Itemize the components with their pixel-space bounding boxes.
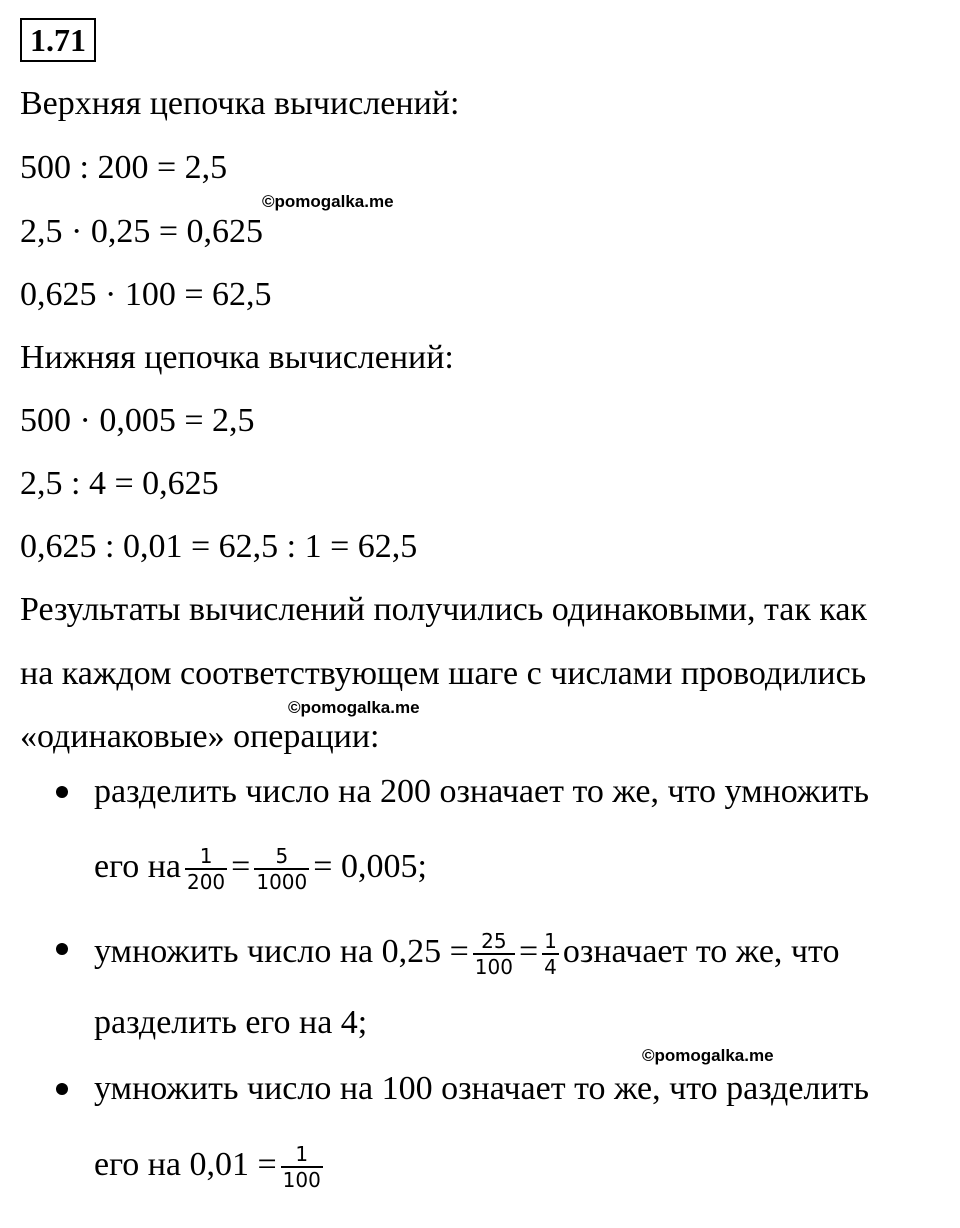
upper-chain-heading: Верхняя цепочка вычислений: [20, 85, 460, 122]
fraction-25-100 [473, 929, 515, 979]
fraction-numerator: 1 [185, 844, 227, 870]
fraction-1-200 [185, 844, 227, 894]
fraction-numerator: 1 [281, 1142, 323, 1168]
bullet-1-suffix: = 0,005; [313, 847, 427, 885]
conclusion-line-1: Результаты вычислений получились одинаковыми, так как [20, 591, 867, 628]
upper-step-3: 0,625 · 100 = 62,5 [20, 276, 272, 313]
upper-step-1: 500 : 200 = 2,5 [20, 149, 228, 186]
equals-sign: = [518, 932, 539, 970]
fraction-denominator: 1000 [256, 870, 308, 894]
fraction-1-100 [281, 1142, 323, 1192]
bullet-2-suffix: означает то же, что [562, 932, 840, 970]
bullet-2-line-1 [94, 929, 839, 979]
fraction-denominator: 200 [186, 870, 226, 894]
bullet-3-line-1: умножить число на 100 означает то же, что разделить [94, 1070, 869, 1107]
bullet-dot-3 [56, 1083, 68, 1095]
bullet-1-line-1: разделить число на 200 означает то же, что умножить [94, 773, 869, 810]
conclusion-line-2: на каждом соответствующем шаге с числами проводились [20, 655, 867, 692]
upper-step-2: 2,5 · 0,25 = 0,625 [20, 213, 263, 250]
bullet-2-line-2: разделить его на 4; [94, 1004, 368, 1041]
lower-step-2: 2,5 : 4 = 0,625 [20, 465, 219, 502]
fraction-denominator: 100 [474, 955, 513, 979]
fraction-denominator: 4 [544, 955, 557, 979]
bullet-1-line-2 [94, 844, 427, 894]
lower-step-3: 0,625 : 0,01 = 62,5 : 1 = 62,5 [20, 528, 418, 565]
bullet-3-prefix: его на 0,01 = [94, 1145, 277, 1183]
equals-sign: = [231, 847, 251, 885]
fraction-numerator: 25 [473, 929, 515, 955]
fraction-1-4 [542, 929, 559, 979]
fraction-denominator: 100 [282, 1168, 321, 1192]
watermark-2: ©pomogalka.me [288, 698, 420, 717]
bullet-dot-1 [56, 786, 68, 798]
watermark-3: ©pomogalka.me [642, 1046, 774, 1065]
conclusion-line-3: «одинаковые» операции: [20, 718, 380, 755]
fraction-5-1000 [254, 844, 309, 894]
bullet-dot-2 [56, 943, 68, 955]
fraction-numerator: 5 [254, 844, 309, 870]
bullet-2-prefix: умножить число на 0,25 = [94, 932, 469, 970]
bullet-3-line-2 [94, 1142, 327, 1192]
task-number: 1.71 [20, 18, 96, 62]
watermark-1: ©pomogalka.me [262, 192, 394, 211]
lower-step-1: 500 · 0,005 = 2,5 [20, 402, 255, 439]
lower-chain-heading: Нижняя цепочка вычислений: [20, 339, 454, 376]
bullet-1-prefix: его на [94, 847, 181, 885]
fraction-numerator: 1 [544, 929, 557, 953]
